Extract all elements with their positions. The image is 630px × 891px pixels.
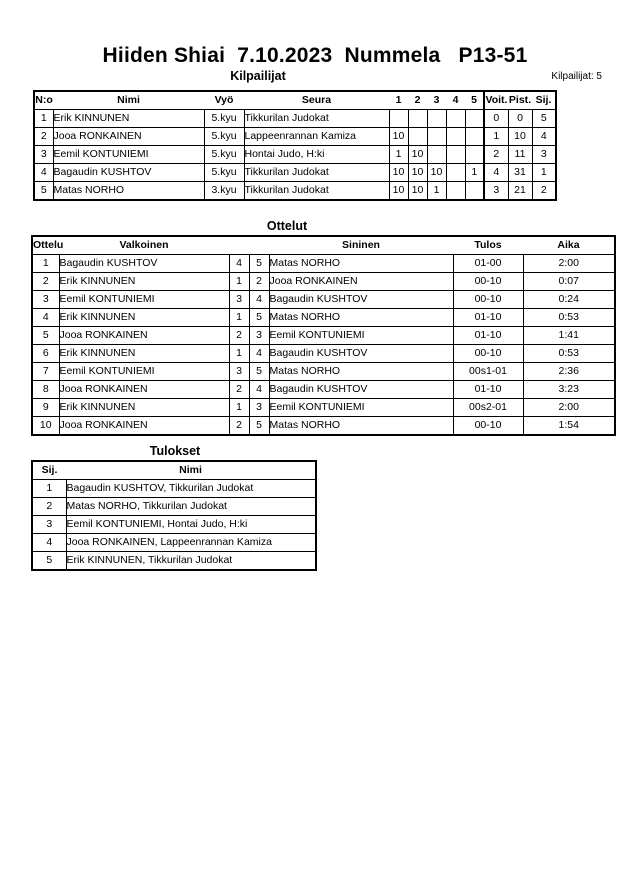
result-name: Jooa RONKAINEN, Lappeenrannan Kamiza	[66, 534, 316, 552]
match-score-3	[427, 146, 446, 164]
white-competitor-number: 1	[229, 309, 249, 327]
blue-competitor-number: 5	[249, 309, 269, 327]
match-result: 00-10	[453, 291, 523, 309]
results-section-title: Tulokset	[149, 444, 201, 458]
col-header-blue-number	[249, 236, 269, 255]
competitor-club: Tikkurilan Judokat	[244, 182, 389, 201]
col-header-belt: Vyö	[204, 91, 244, 110]
result-row	[32, 516, 316, 534]
blue-competitor-name: Eemil KONTUNIEMI	[269, 327, 453, 345]
competitor-number: 4	[34, 164, 53, 182]
col-header-match-4: 4	[446, 91, 465, 110]
competitor-place: 2	[532, 182, 556, 201]
col-header-points: Pist.	[508, 91, 532, 110]
match-number: 7	[32, 363, 59, 381]
match-row	[32, 273, 615, 291]
match-time: 2:00	[523, 255, 615, 273]
match-row	[32, 255, 615, 273]
col-header-no: N:o	[34, 91, 53, 110]
match-row	[32, 345, 615, 363]
col-header-white: Valkoinen	[59, 236, 229, 255]
result-row	[32, 498, 316, 516]
competitor-name: Jooa RONKAINEN	[53, 128, 204, 146]
blue-competitor-name: Bagaudin KUSHTOV	[269, 381, 453, 399]
match-result: 01-10	[453, 309, 523, 327]
match-score-4	[446, 182, 465, 201]
match-score-2	[408, 110, 427, 128]
match-number: 2	[32, 273, 59, 291]
col-header-match-1: 1	[389, 91, 408, 110]
match-score-5	[465, 110, 484, 128]
match-time: 0:53	[523, 345, 615, 363]
competitor-wins: 0	[484, 110, 508, 128]
competitor-row	[34, 128, 556, 146]
competitor-row	[34, 110, 556, 128]
col-header-time: Aika	[523, 236, 615, 255]
blue-competitor-name: Matas NORHO	[269, 309, 453, 327]
match-score-1	[389, 110, 408, 128]
competitor-name: Bagaudin KUSHTOV	[53, 164, 204, 182]
white-competitor-number: 2	[229, 417, 249, 436]
competitor-number: 1	[34, 110, 53, 128]
col-header-name: Nimi	[66, 461, 316, 480]
competitor-place: 3	[532, 146, 556, 164]
page-title: Hiiden Shiai 7.10.2023 Nummela P13-51	[102, 44, 528, 67]
match-row	[32, 399, 615, 417]
match-time: 1:41	[523, 327, 615, 345]
blue-competitor-number: 2	[249, 273, 269, 291]
match-score-5	[465, 146, 484, 164]
blue-competitor-number: 5	[249, 255, 269, 273]
white-competitor-name: Erik KINNUNEN	[59, 273, 229, 291]
white-competitor-number: 2	[229, 327, 249, 345]
competitor-wins: 2	[484, 146, 508, 164]
competitor-wins: 4	[484, 164, 508, 182]
match-score-3: 1	[427, 182, 446, 201]
white-competitor-name: Erik KINNUNEN	[59, 309, 229, 327]
results-table	[31, 460, 317, 571]
white-competitor-name: Eemil KONTUNIEMI	[59, 363, 229, 381]
col-header-match-2: 2	[408, 91, 427, 110]
result-place: 1	[32, 480, 66, 498]
competitor-points: 11	[508, 146, 532, 164]
matches-table	[31, 235, 616, 436]
match-score-1: 10	[389, 128, 408, 146]
match-row	[32, 417, 615, 436]
match-time: 2:00	[523, 399, 615, 417]
match-score-2: 10	[408, 146, 427, 164]
match-number: 10	[32, 417, 59, 436]
blue-competitor-number: 5	[249, 363, 269, 381]
competitors-section-title: Kilpailijat	[230, 69, 286, 83]
blue-competitor-number: 4	[249, 291, 269, 309]
result-place: 5	[32, 552, 66, 571]
competitor-club: Hontai Judo, H:ki	[244, 146, 389, 164]
white-competitor-number: 4	[229, 255, 249, 273]
match-result: 01-10	[453, 381, 523, 399]
match-result: 00-10	[453, 417, 523, 436]
competitor-row	[34, 146, 556, 164]
match-row	[32, 291, 615, 309]
competitor-belt: 3.kyu	[204, 182, 244, 201]
blue-competitor-number: 4	[249, 345, 269, 363]
result-row	[32, 534, 316, 552]
competitor-name: Erik KINNUNEN	[53, 110, 204, 128]
result-name: Erik KINNUNEN, Tikkurilan Judokat	[66, 552, 316, 571]
match-time: 1:54	[523, 417, 615, 436]
competitor-place: 5	[532, 110, 556, 128]
match-result: 00-10	[453, 345, 523, 363]
match-score-4	[446, 164, 465, 182]
match-row	[32, 381, 615, 399]
match-number: 3	[32, 291, 59, 309]
competitor-number: 5	[34, 182, 53, 201]
match-number: 9	[32, 399, 59, 417]
match-time: 0:07	[523, 273, 615, 291]
blue-competitor-name: Matas NORHO	[269, 255, 453, 273]
white-competitor-name: Erik KINNUNEN	[59, 345, 229, 363]
white-competitor-name: Erik KINNUNEN	[59, 399, 229, 417]
match-result: 00-10	[453, 273, 523, 291]
white-competitor-number: 2	[229, 381, 249, 399]
blue-competitor-number: 3	[249, 327, 269, 345]
match-score-3	[427, 128, 446, 146]
white-competitor-name: Jooa RONKAINEN	[59, 327, 229, 345]
col-header-club: Seura	[244, 91, 389, 110]
competitor-points: 31	[508, 164, 532, 182]
competitors-table	[33, 90, 557, 201]
competitor-number: 2	[34, 128, 53, 146]
white-competitor-number: 1	[229, 273, 249, 291]
match-number: 5	[32, 327, 59, 345]
white-competitor-number: 3	[229, 363, 249, 381]
col-header-white-number	[229, 236, 249, 255]
matches-header-row	[32, 236, 615, 255]
competitor-row	[34, 164, 556, 182]
match-row	[32, 363, 615, 381]
blue-competitor-name: Matas NORHO	[269, 363, 453, 381]
competitor-points: 21	[508, 182, 532, 201]
competitor-club: Lappeenrannan Kamiza	[244, 128, 389, 146]
match-time: 2:36	[523, 363, 615, 381]
competitor-belt: 5.kyu	[204, 110, 244, 128]
match-time: 3:23	[523, 381, 615, 399]
match-number: 8	[32, 381, 59, 399]
match-time: 0:53	[523, 309, 615, 327]
result-name: Eemil KONTUNIEMI, Hontai Judo, H:ki	[66, 516, 316, 534]
col-header-blue: Sininen	[269, 236, 453, 255]
result-name: Bagaudin KUSHTOV, Tikkurilan Judokat	[66, 480, 316, 498]
competitor-place: 4	[532, 128, 556, 146]
competitor-points: 0	[508, 110, 532, 128]
white-competitor-name: Jooa RONKAINEN	[59, 417, 229, 436]
white-competitor-number: 1	[229, 399, 249, 417]
match-result: 00s2-01	[453, 399, 523, 417]
competitors-header-row	[34, 91, 556, 110]
blue-competitor-name: Bagaudin KUSHTOV	[269, 345, 453, 363]
match-score-1: 10	[389, 182, 408, 201]
col-header-match-no: Ottelu	[32, 236, 59, 255]
result-name: Matas NORHO, Tikkurilan Judokat	[66, 498, 316, 516]
competitor-club: Tikkurilan Judokat	[244, 110, 389, 128]
match-score-5: 1	[465, 164, 484, 182]
competitor-place: 1	[532, 164, 556, 182]
match-row	[32, 309, 615, 327]
match-score-5	[465, 182, 484, 201]
match-score-3: 10	[427, 164, 446, 182]
results-header-row	[32, 461, 316, 480]
match-score-4	[446, 128, 465, 146]
result-row	[32, 480, 316, 498]
blue-competitor-number: 3	[249, 399, 269, 417]
white-competitor-name: Eemil KONTUNIEMI	[59, 291, 229, 309]
match-score-2: 10	[408, 182, 427, 201]
competitor-wins: 3	[484, 182, 508, 201]
blue-competitor-name: Eemil KONTUNIEMI	[269, 399, 453, 417]
col-header-place: Sij.	[532, 91, 556, 110]
competitor-belt: 5.kyu	[204, 128, 244, 146]
match-score-5	[465, 128, 484, 146]
col-header-place: Sij.	[32, 461, 66, 480]
white-competitor-number: 3	[229, 291, 249, 309]
competitor-name: Matas NORHO	[53, 182, 204, 201]
match-time: 0:24	[523, 291, 615, 309]
match-number: 1	[32, 255, 59, 273]
competitor-belt: 5.kyu	[204, 164, 244, 182]
competitor-name: Eemil KONTUNIEMI	[53, 146, 204, 164]
match-result: 01-10	[453, 327, 523, 345]
competitors-count-label: Kilpailijat: 5	[551, 71, 602, 82]
white-competitor-name: Bagaudin KUSHTOV	[59, 255, 229, 273]
blue-competitor-name: Matas NORHO	[269, 417, 453, 436]
competitor-points: 10	[508, 128, 532, 146]
match-score-2	[408, 128, 427, 146]
col-header-match-3: 3	[427, 91, 446, 110]
match-score-4	[446, 110, 465, 128]
result-row	[32, 552, 316, 571]
result-place: 3	[32, 516, 66, 534]
competitor-row	[34, 182, 556, 201]
match-score-4	[446, 146, 465, 164]
match-score-3	[427, 110, 446, 128]
blue-competitor-number: 5	[249, 417, 269, 436]
competitor-belt: 5.kyu	[204, 146, 244, 164]
col-header-match-5: 5	[465, 91, 484, 110]
blue-competitor-name: Jooa RONKAINEN	[269, 273, 453, 291]
blue-competitor-number: 4	[249, 381, 269, 399]
match-score-1: 1	[389, 146, 408, 164]
blue-competitor-name: Bagaudin KUSHTOV	[269, 291, 453, 309]
match-number: 4	[32, 309, 59, 327]
match-result: 00s1-01	[453, 363, 523, 381]
match-score-2: 10	[408, 164, 427, 182]
matches-section-title: Ottelut	[266, 219, 308, 233]
competitor-number: 3	[34, 146, 53, 164]
white-competitor-name: Jooa RONKAINEN	[59, 381, 229, 399]
col-header-name: Nimi	[53, 91, 204, 110]
result-place: 2	[32, 498, 66, 516]
match-number: 6	[32, 345, 59, 363]
competitor-wins: 1	[484, 128, 508, 146]
result-place: 4	[32, 534, 66, 552]
match-row	[32, 327, 615, 345]
match-result: 01-00	[453, 255, 523, 273]
col-header-wins: Voit.	[484, 91, 508, 110]
competitor-club: Tikkurilan Judokat	[244, 164, 389, 182]
white-competitor-number: 1	[229, 345, 249, 363]
match-score-1: 10	[389, 164, 408, 182]
col-header-result: Tulos	[453, 236, 523, 255]
